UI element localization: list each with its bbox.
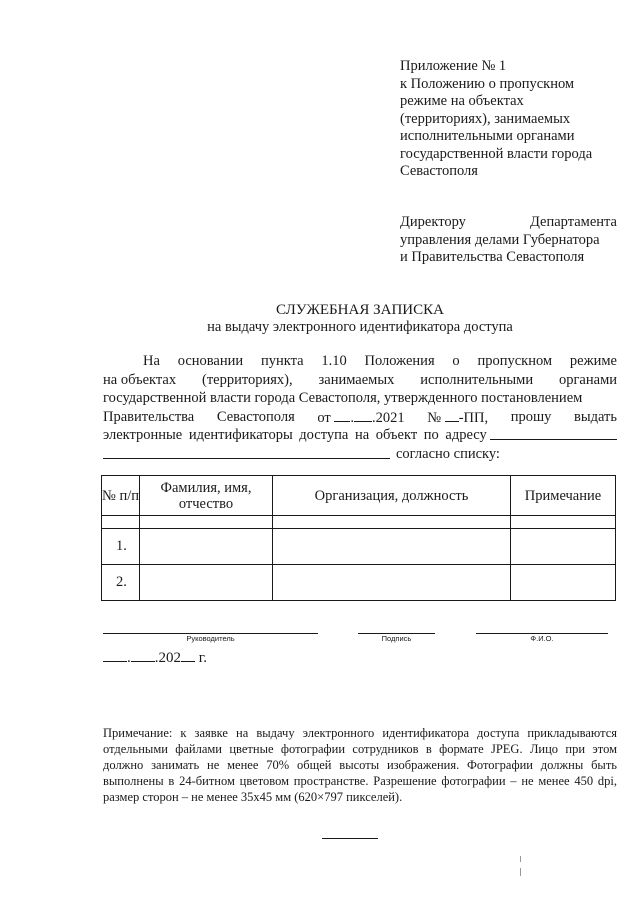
body-word: Правительства [103,408,195,425]
appendix-block [400,58,615,181]
body-word: На [143,353,160,369]
date-year-blank[interactable] [181,648,195,662]
date-month-blank [354,408,372,422]
fio-caption: Ф.И.О. [530,634,554,643]
body-word: 1.10 [321,353,347,369]
body-word: на объектах [103,371,177,388]
addressee-line: управления делами Губернатора [400,231,600,248]
row-num: 1. [102,529,140,565]
decree-date: от . .2021 [317,409,405,426]
decree-number-blank [445,408,459,422]
table-header-row [102,476,616,516]
body-word: пункта [260,353,304,369]
scan-mark [520,868,521,876]
body-word: занимаемых [318,371,395,388]
body-line-6 [103,445,617,464]
signature-field[interactable] [358,633,435,643]
memo-body [103,352,617,463]
body-line-1 [103,352,617,371]
row-org-cell[interactable] [273,565,511,601]
appendix-line: к Положению о пропускном [400,75,575,92]
body-line-4 [103,408,617,427]
table-spacer-row [102,516,616,529]
appendix-line: Севастополя [400,163,478,179]
scan-mark [520,856,521,862]
row-name-cell[interactable] [140,529,273,565]
row-name-cell[interactable] [140,565,273,601]
date-month-blank[interactable] [131,648,155,662]
body-word: органами [558,371,617,388]
appendix-line: государственной власти города [400,145,593,162]
body-word: режиме [569,353,617,369]
row-org-cell[interactable] [273,529,511,565]
address-blank [490,426,617,440]
body-text: электронные идентификаторы доступа на объект по адресу [103,427,487,443]
body-word: исполнительными [420,371,534,388]
memo-subtitle: на выдачу электронного идентификатора доступа [207,319,513,335]
body-word: прошу [510,408,552,425]
body-line-2 [103,371,617,390]
header-org: Организация, должность [273,476,511,516]
head-caption: Руководитель [186,634,235,643]
body-word: пропускном [477,353,553,369]
body-line-3 [103,389,617,408]
body-word: Севастополя [216,408,295,425]
addressee-block [400,214,617,267]
addressee-position: Директору [400,214,466,230]
body-line-5 [103,426,617,445]
date-line: . .202 г. [103,648,207,667]
photo-requirements-note: Примечание: к заявке на выдачу электронного идентификатора доступа прикладываются отдельными файлами цветные фотографии сотрудников в формате JPEG. Лицо при этом должно занимать не менее 70% общей высоты изображения. Фотографии должны быть выполнены в 24-битном цветовом пространстве. Разрешение фотографии – не менее 450 dpi, размер сторон – не менее 35х45 мм (620×797 пикселей). [103,726,617,804]
date-day-blank[interactable] [103,648,127,662]
body-word: выдать [574,408,617,425]
row-note-cell[interactable] [511,565,616,601]
year-suffix: г. [198,650,207,666]
appendix-line: исполнительными органами [400,128,575,144]
table-row [102,529,616,565]
body-text: государственной власти города Севастополя, утвержденного постановлением [103,390,583,406]
signature-caption: Подпись [381,634,412,643]
memo-title: СЛУЖЕБНАЯ ЗАПИСКА [276,302,444,318]
row-note-cell[interactable] [511,529,616,565]
appendix-line: режиме на объектах [400,93,524,109]
body-word: Положения [364,353,435,369]
table-row [102,565,616,601]
row-num: 2. [102,565,140,601]
employee-table [101,475,616,601]
head-signature-field[interactable] [103,633,318,643]
body-word: (территориях), [201,371,293,388]
addressee-line: и Правительства Севастополя [400,249,585,265]
addressee-department: Департамента [529,214,617,230]
address-blank-2 [103,445,390,459]
body-word: основании [177,353,244,369]
date-day-blank [334,408,350,422]
appendix-line: (территориях), занимаемых [400,110,571,127]
header-num: № п/п [102,476,140,516]
header-name: Фамилия, имя, отчество [140,476,273,516]
body-text: согласно списку: [396,445,500,462]
body-word: о [452,353,460,369]
decree-number: № -ПП, [427,409,489,426]
addressee-line [400,214,617,232]
header-note: Примечание [511,476,616,516]
appendix-line: Приложение № 1 [400,58,507,74]
fio-field[interactable] [476,633,608,643]
footer-divider [322,838,378,839]
